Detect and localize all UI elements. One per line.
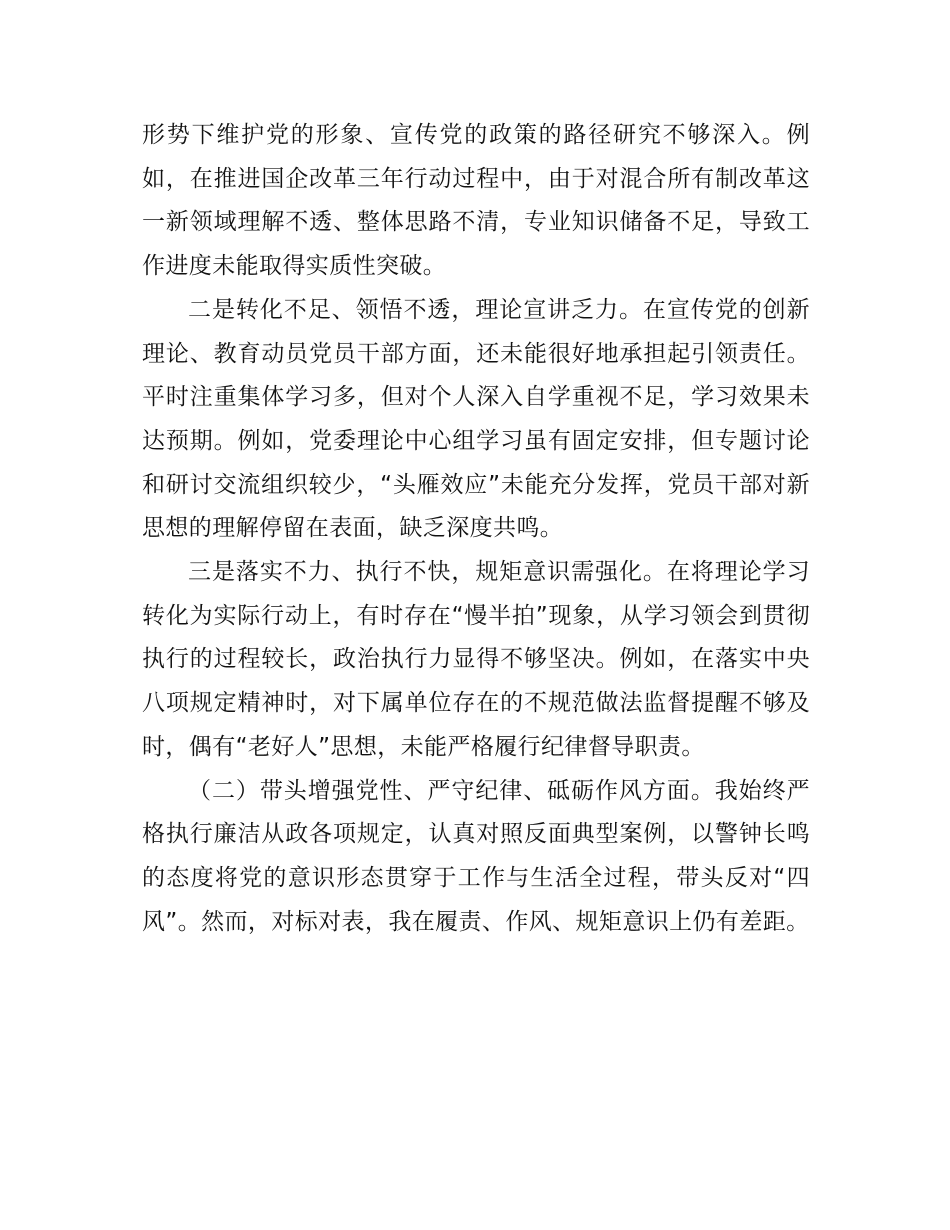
paragraph-continuation: 形势下维护党的形象、宣传党的政策的路径研究不够深入。例如，在推进国企改革三年行动过程中，由于对混合所有制改革这一新领域理解不透、整体思路不清，专业知识储备不足，导致工作进度未能取得实质性突破。 [142, 122, 810, 280]
paragraph-section-two: （二）带头增强党性、严守纪律、砥砺作风方面。我始终严格执行廉洁从政各项规定，认真对照反面典型案例，以警钟长鸣的态度将党的意识形态贯穿于工作与生活全过程，带头反对“四风”。然而，对标对表，我在履责、作风、规矩意识上仍有差距。 [142, 777, 810, 935]
paragraph-point-three: 三是落实不力、执行不快，规矩意识需强化。在将理论学习转化为实际行动上，有时存在“慢半拍”现象，从学习领会到贯彻执行的过程较长，政治执行力显得不够坚决。例如，在落实中央八项规定精神时，对下属单位存在的不规范做法监督提醒不够及时，偶有“老好人”思想，未能严格履行纪律督导职责。 [142, 559, 810, 760]
document-body [142, 114, 810, 944]
paragraph-point-two: 二是转化不足、领悟不透，理论宣讲乏力。在宣传党的创新理论、教育动员党员干部方面，还未能很好地承担起引领责任。平时注重集体学习多，但对个人深入自学重视不足，学习效果未达预期。例如，党委理论中心组学习虽有固定安排，但专题讨论和研讨交流组织较少，“头雁效应”未能充分发挥，党员干部对新思想的理解停留在表面，缺乏深度共鸣。 [142, 296, 810, 542]
